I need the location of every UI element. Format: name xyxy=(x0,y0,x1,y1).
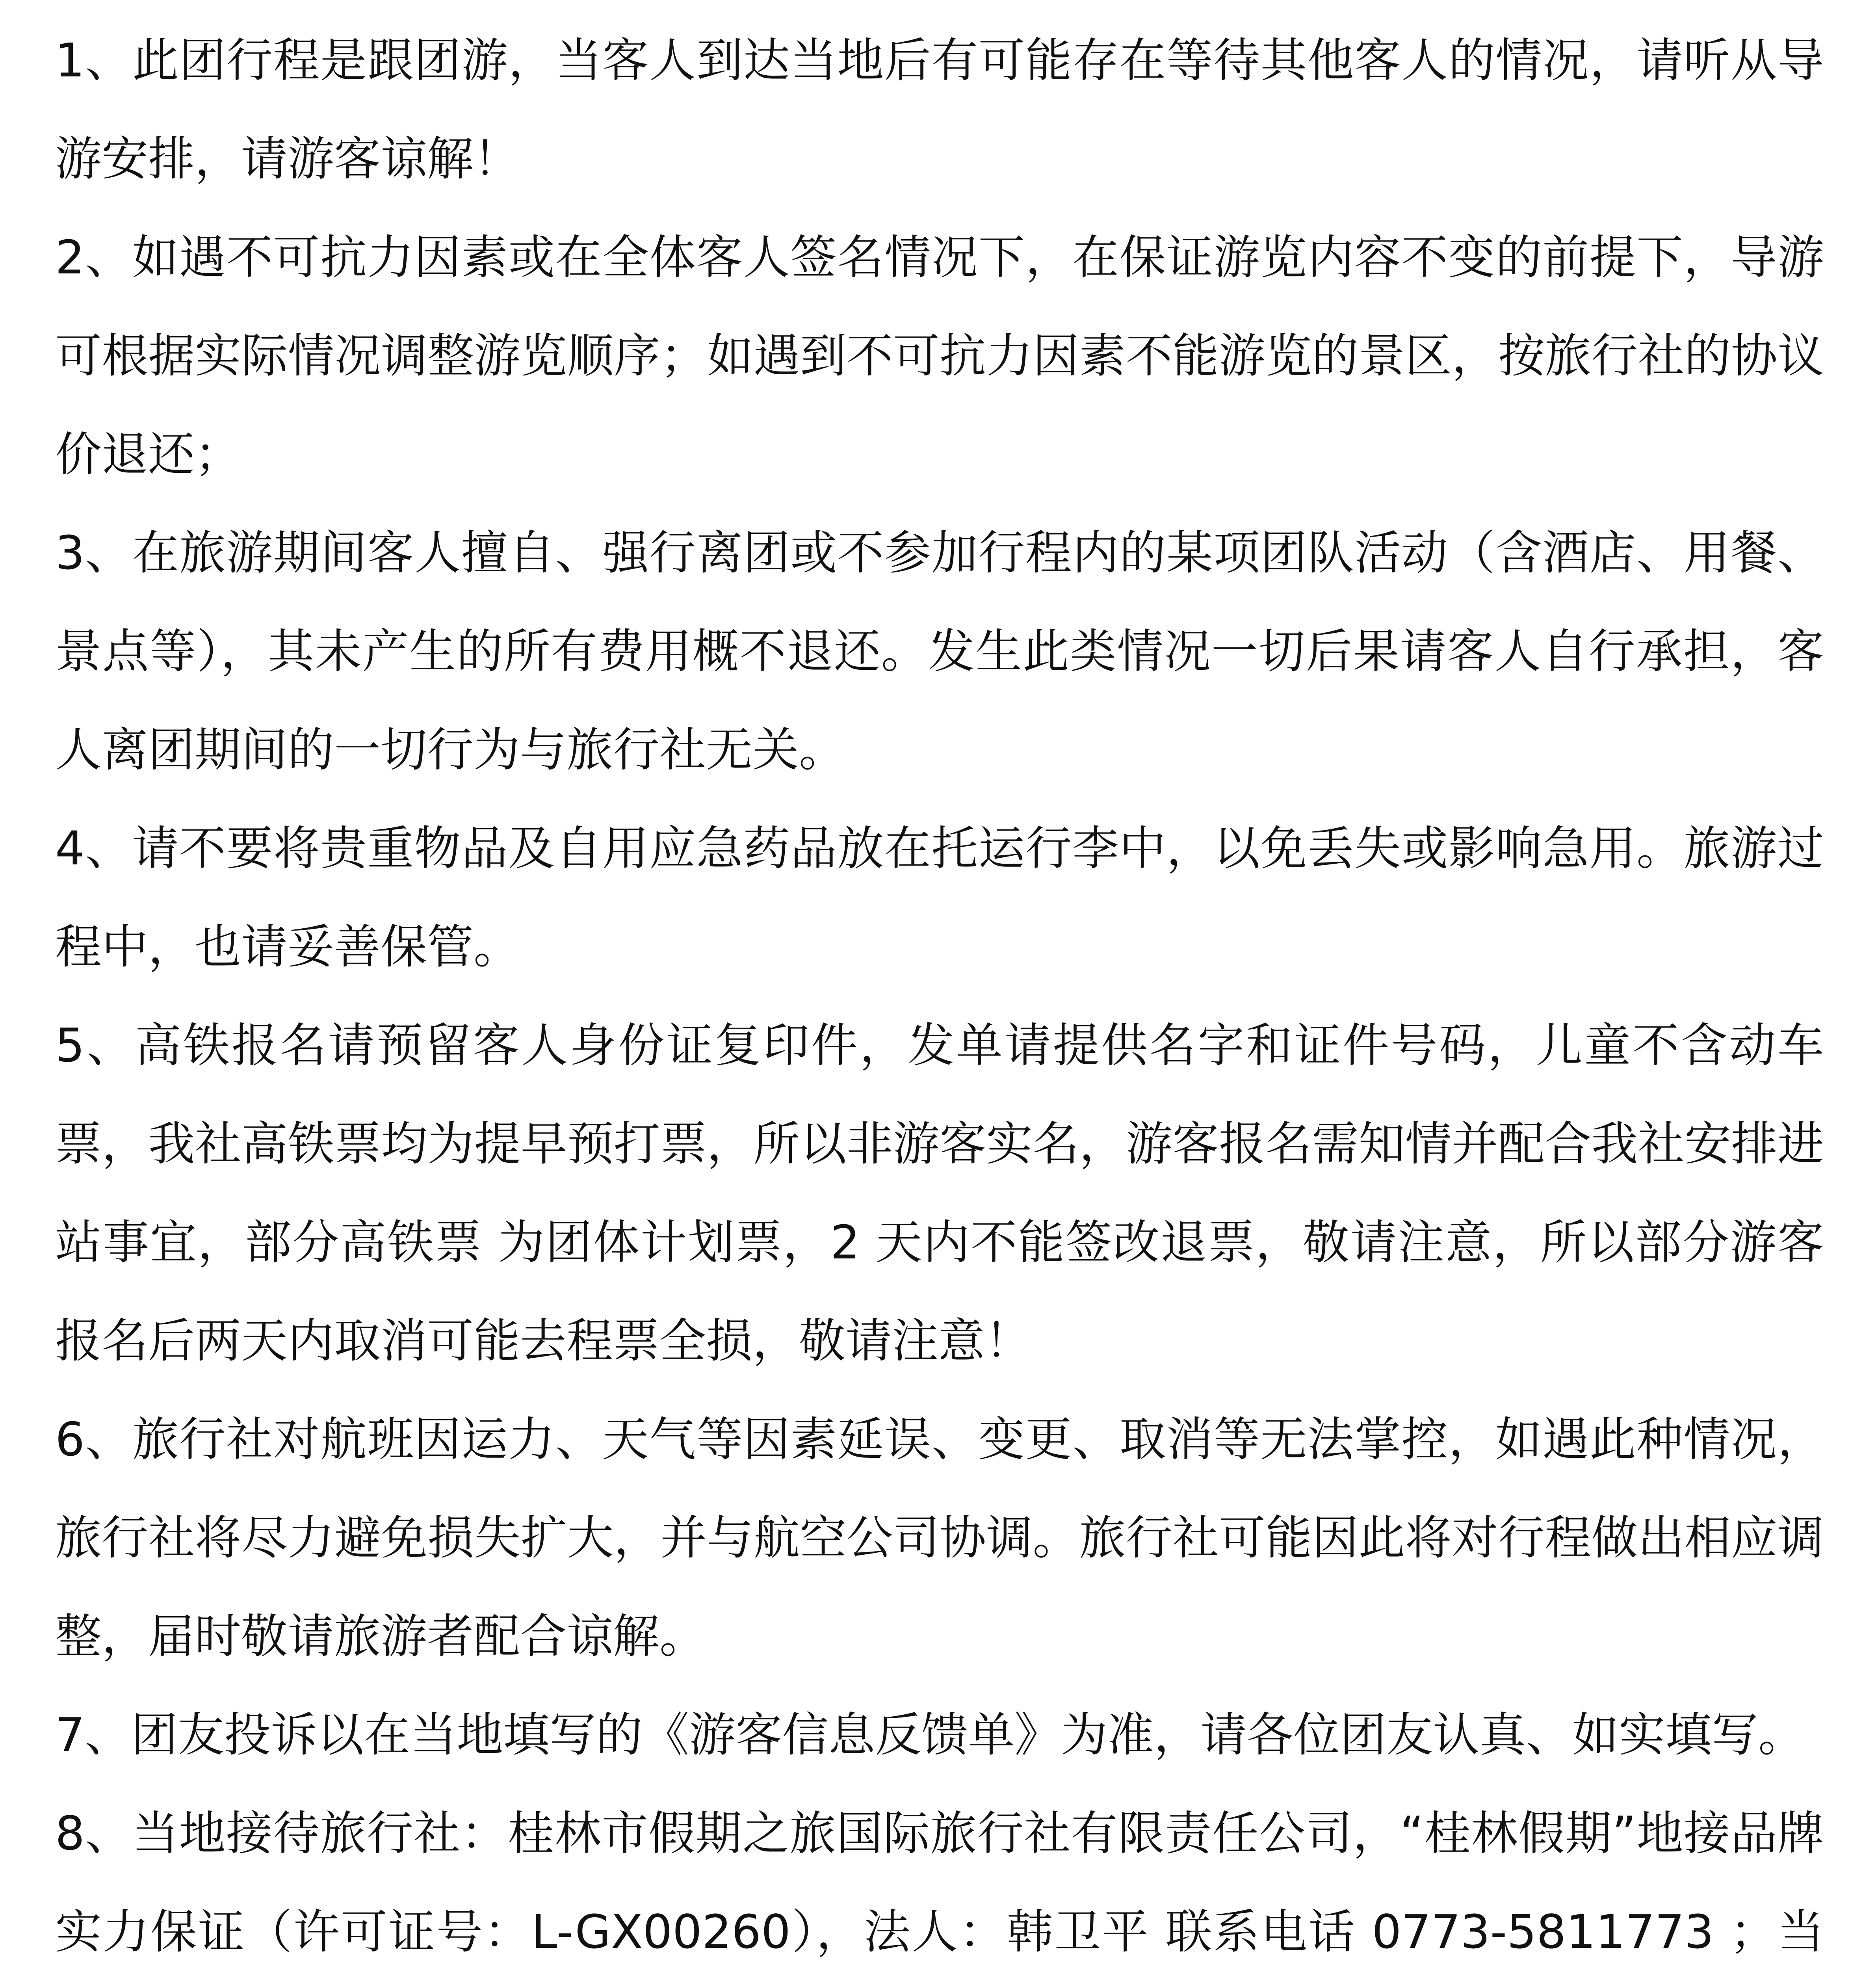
notes-list xyxy=(55,11,1824,1970)
note-item: 1、此团行程是跟团游，当客人到达当地后有可能存在等待其他客人的情况，请听从导游安排，请游客谅解！ xyxy=(55,33,1824,186)
note-item: 4、请不要将贵重物品及自用应急药品放在托运行李中，以免丢失或影响急用。旅游过程中，也请妥善保管。 xyxy=(55,821,1824,974)
note-item: 8、当地接待旅行社：桂林市假期之旅国际旅行社有限责任公司，“桂林假期”地接品牌实力保证（许可证号：L-GX00260），法人：韩卫平 联系电话 0773-5811773 ；当 xyxy=(55,1806,1824,1959)
note-item: 7、团友投诉以在当地填写的《游客信息反馈单》为准，请各位团友认真、如实填写。 xyxy=(55,1708,1805,1762)
note-item: 2、如遇不可抗力因素或在全体客人签名情况下，在保证游览内容不变的前提下，导游可根据实际情况调整游览顺序；如遇到不可抗力因素不能游览的景区，按旅行社的协议价退还； xyxy=(55,230,1824,481)
note-item: 6、旅行社对航班因运力、天气等因素延误、变更、取消等无法掌控，如遇此种情况，旅行社将尽力避免损失扩大，并与航空公司协调。旅行社可能因此将对行程做出相应调整，届时敬请旅游者配合谅解。 xyxy=(55,1412,1824,1663)
note-item: 5、高铁报名请预留客人身份证复印件，发单请提供名字和证件号码，儿童不含动车票，我社高铁票均为提早预打票，所以非游客实名，游客报名需知情并配合我社安排进站事宜，部分高铁票 为团体计划票，2 天内不能签改退票，敬请注意，所以部分游客报名后两天内取消可能去程票全损，敬请注意！ xyxy=(55,1018,1824,1368)
note-item: 3、在旅游期间客人擅自、强行离团或不参加行程内的某项团队活动（含酒店、用餐、景点等），其未产生的所有费用概不退还。发生此类情况一切后果请客人自行承担，客人离团期间的一切行为与旅行社无关。 xyxy=(55,526,1824,777)
